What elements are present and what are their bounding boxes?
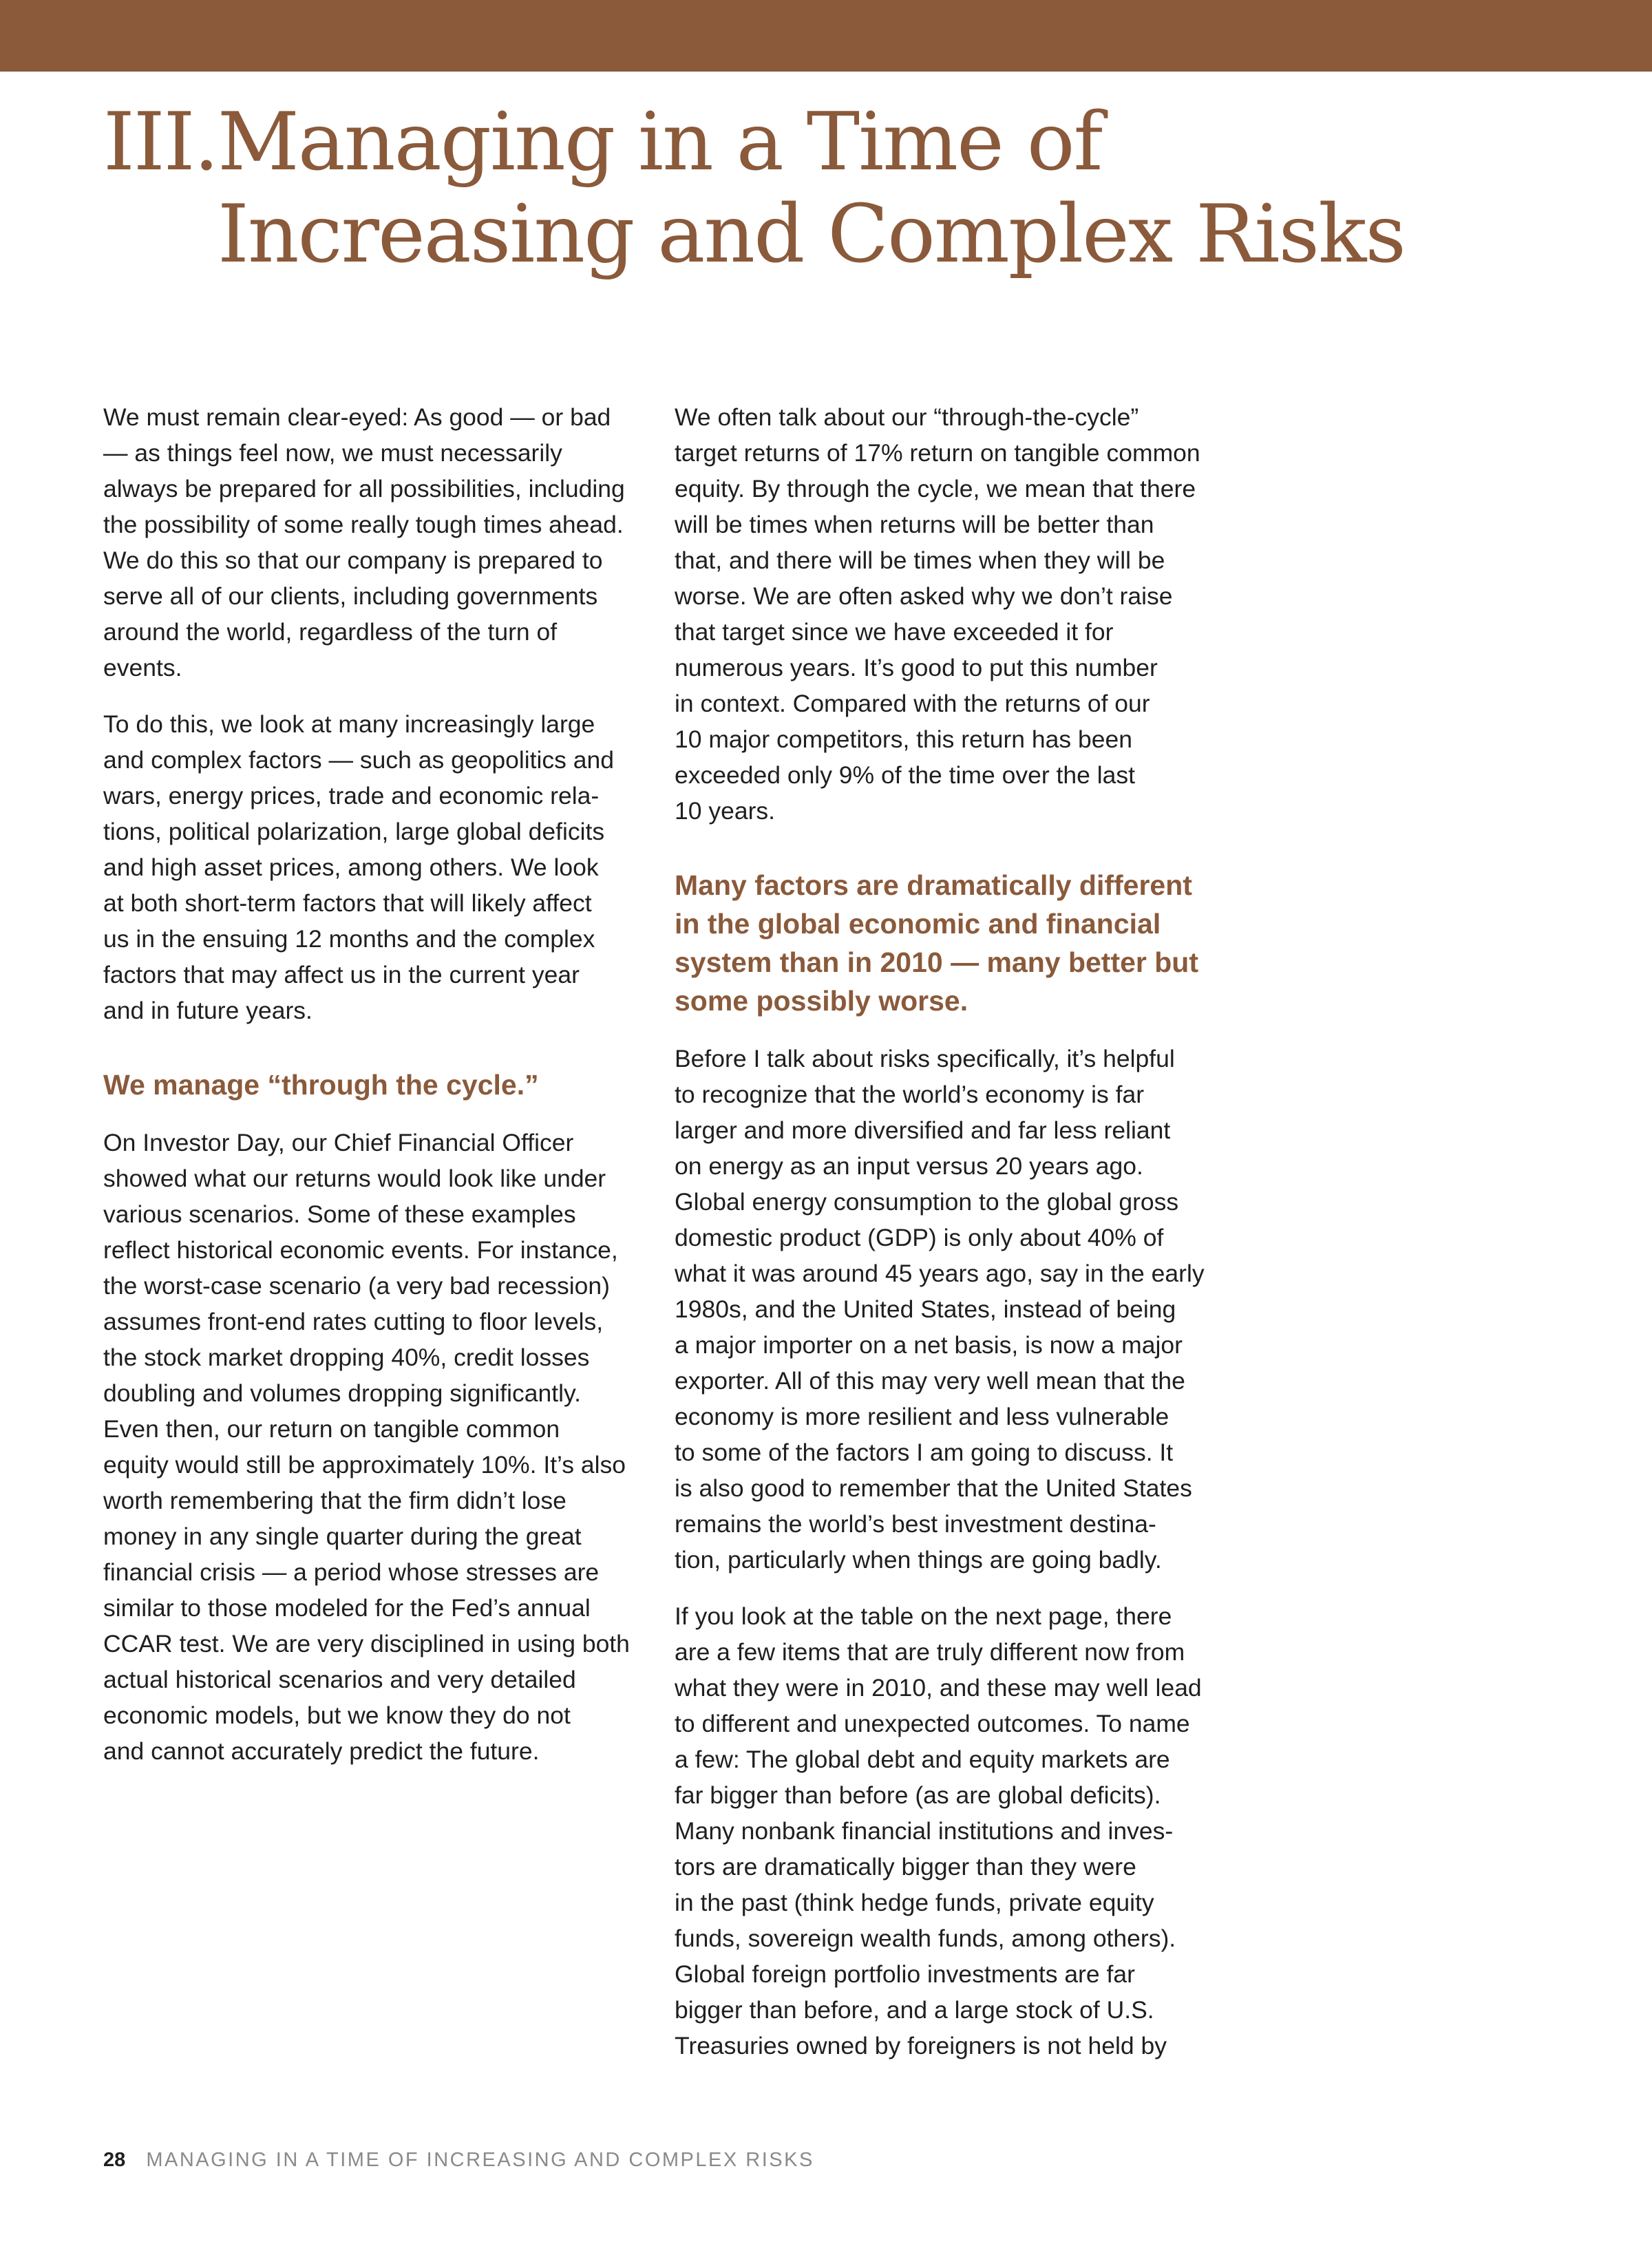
text-line: to some of the factors I am going to discuss. It	[675, 1439, 1174, 1466]
text-line: the worst-case scenario (a very bad recession)	[103, 1272, 610, 1300]
text-line: events.	[103, 654, 182, 681]
text-line: and complex factors — such as geopolitics and	[103, 746, 614, 774]
text-line: numerous years. It’s good to put this number	[675, 654, 1158, 681]
header-color-band	[0, 0, 1652, 72]
text-line: exporter. All of this may very well mean that the	[675, 1367, 1185, 1395]
text-line: various scenarios. Some of these examples	[103, 1200, 576, 1228]
text-line: Even then, our return on tangible common	[103, 1415, 560, 1443]
paragraph	[103, 706, 654, 1028]
heading-line: some possibly worse.	[675, 985, 968, 1017]
text-line: equity would still be approximately 10%. It’s also	[103, 1451, 626, 1479]
text-line: assumes front-end rates cutting to floor levels,	[103, 1308, 604, 1335]
text-line: and in future years.	[103, 997, 313, 1024]
text-line: funds, sovereign wealth funds, among others).	[675, 1925, 1176, 1952]
text-line: economy is more resilient and less vulnerable	[675, 1403, 1169, 1430]
text-line: We do this so that our company is prepared to	[103, 547, 603, 574]
text-line: financial crisis — a period whose stresses are	[103, 1558, 600, 1586]
text-line: in context. Compared with the returns of our	[675, 690, 1150, 717]
text-line: We must remain clear-eyed: As good — or bad	[103, 403, 611, 431]
text-line: tions, political polarization, large global deficits	[103, 818, 605, 845]
text-line: showed what our returns would look like under	[103, 1165, 606, 1192]
text-line: Treasuries owned by foreigners is not held by	[675, 2032, 1167, 2059]
text-line: domestic product (GDP) is only about 40% of	[675, 1224, 1164, 1251]
text-line: the stock market dropping 40%, credit losses	[103, 1344, 590, 1371]
text-line: and high asset prices, among others. We look	[103, 854, 599, 881]
text-line: wars, energy prices, trade and economic rela-	[103, 782, 600, 809]
text-line: the possibility of some really tough times ahead.	[103, 511, 624, 538]
text-line: remains the world’s best investment destina-	[675, 1510, 1156, 1538]
text-line: larger and more diversified and far less reliant	[675, 1116, 1171, 1144]
paragraph	[103, 1125, 654, 1769]
text-line: doubling and volumes dropping significantly.	[103, 1379, 582, 1407]
left-column	[103, 399, 654, 1790]
page-number: 28	[103, 2149, 126, 2171]
text-line: equity. By through the cycle, we mean that there	[675, 475, 1196, 502]
text-line: factors that may affect us in the current year	[103, 961, 580, 988]
paragraph	[103, 399, 654, 686]
heading-line: in the global economic and financial	[675, 908, 1161, 940]
text-line: will be times when returns will be better than	[675, 511, 1154, 538]
title-line-2: Increasing and Complex Risks	[218, 188, 1405, 281]
heading-line: system than in 2010 — many better but	[675, 946, 1199, 978]
text-line: is also good to remember that the United States	[675, 1474, 1192, 1502]
text-line: a few: The global debt and equity markets are	[675, 1746, 1170, 1773]
text-line: to recognize that the world’s economy is far	[675, 1081, 1145, 1108]
text-line: always be prepared for all possibilities, including	[103, 475, 625, 502]
text-line: what it was around 45 years ago, say in the early	[675, 1260, 1205, 1287]
text-line: reflect historical economic events. For instance,	[103, 1236, 618, 1264]
text-line: are a few items that are truly different now from	[675, 1638, 1185, 1666]
text-line: 1980s, and the United States, instead of being	[675, 1295, 1176, 1323]
text-line: tors are dramatically bigger than they were	[675, 1853, 1136, 1881]
text-line: bigger than before, and a large stock of U.S.	[675, 1996, 1154, 2024]
text-line: that, and there will be times when they will be	[675, 547, 1165, 574]
text-line: what they were in 2010, and these may well lead	[675, 1674, 1202, 1702]
text-line: CCAR test. We are very disciplined in using both	[103, 1630, 630, 1657]
right-column	[675, 399, 1225, 2084]
text-line: and cannot accurately predict the future.	[103, 1737, 540, 1765]
running-section-label: MANAGING IN A TIME OF INCREASING AND COMPLEX RISKS	[146, 2149, 814, 2171]
text-line: — as things feel now, we must necessarily	[103, 439, 562, 467]
text-line: similar to those modeled for the Fed’s annual	[103, 1594, 591, 1622]
section-numeral: III.	[103, 96, 218, 189]
text-line: Many nonbank financial institutions and inves-	[675, 1817, 1174, 1845]
text-line: worth remembering that the firm didn’t lose	[103, 1487, 566, 1514]
text-line: us in the ensuing 12 months and the complex	[103, 925, 595, 953]
paragraph	[675, 399, 1225, 829]
page-footer	[103, 2146, 814, 2174]
text-line: 10 major competitors, this return has been	[675, 725, 1132, 753]
text-line: worse. We are often asked why we don’t raise	[675, 582, 1173, 610]
text-line: tion, particularly when things are going badly.	[675, 1546, 1162, 1574]
text-line: exceeded only 9% of the time over the last	[675, 761, 1135, 789]
text-line: a major importer on a net basis, is now a major	[675, 1331, 1183, 1359]
text-line: far bigger than before (as are global deficits).	[675, 1781, 1161, 1809]
text-line: We often talk about our “through-the-cycle”	[675, 403, 1139, 431]
text-line: in the past (think hedge funds, private equity	[675, 1889, 1154, 1916]
heading-line: Many factors are dramatically different	[675, 869, 1192, 901]
text-line: serve all of our clients, including governments	[103, 582, 598, 610]
title-line-1: Managing in a Time of	[218, 96, 1102, 189]
text-line: around the world, regardless of the turn of	[103, 618, 558, 646]
section-heading	[675, 866, 1225, 1020]
text-line: at both short-term factors that will likely affect	[103, 889, 592, 917]
text-line: that target since we have exceeded it for	[675, 618, 1114, 646]
text-line: Before I talk about risks specifically, it’s helpful	[675, 1045, 1175, 1072]
text-line: If you look at the table on the next page, there	[675, 1602, 1172, 1630]
paragraph	[675, 1041, 1225, 1578]
text-line: 10 years.	[675, 797, 776, 825]
text-line: on energy as an input versus 20 years ago.	[675, 1152, 1143, 1180]
paragraph	[675, 1598, 1225, 2064]
text-line: Global energy consumption to the global gross	[675, 1188, 1179, 1216]
text-line: On Investor Day, our Chief Financial Officer	[103, 1129, 574, 1156]
text-line: economic models, but we know they do not	[103, 1702, 571, 1729]
text-line: actual historical scenarios and very detailed	[103, 1666, 576, 1693]
text-line: money in any single quarter during the great	[103, 1523, 582, 1550]
text-line: To do this, we look at many increasingly large	[103, 710, 595, 738]
text-line: to different and unexpected outcomes. To name	[675, 1710, 1190, 1737]
text-line: target returns of 17% return on tangible common	[675, 439, 1200, 467]
section-heading: We manage “through the cycle.”	[103, 1069, 539, 1101]
text-line: Global foreign portfolio investments are far	[675, 1960, 1135, 1988]
